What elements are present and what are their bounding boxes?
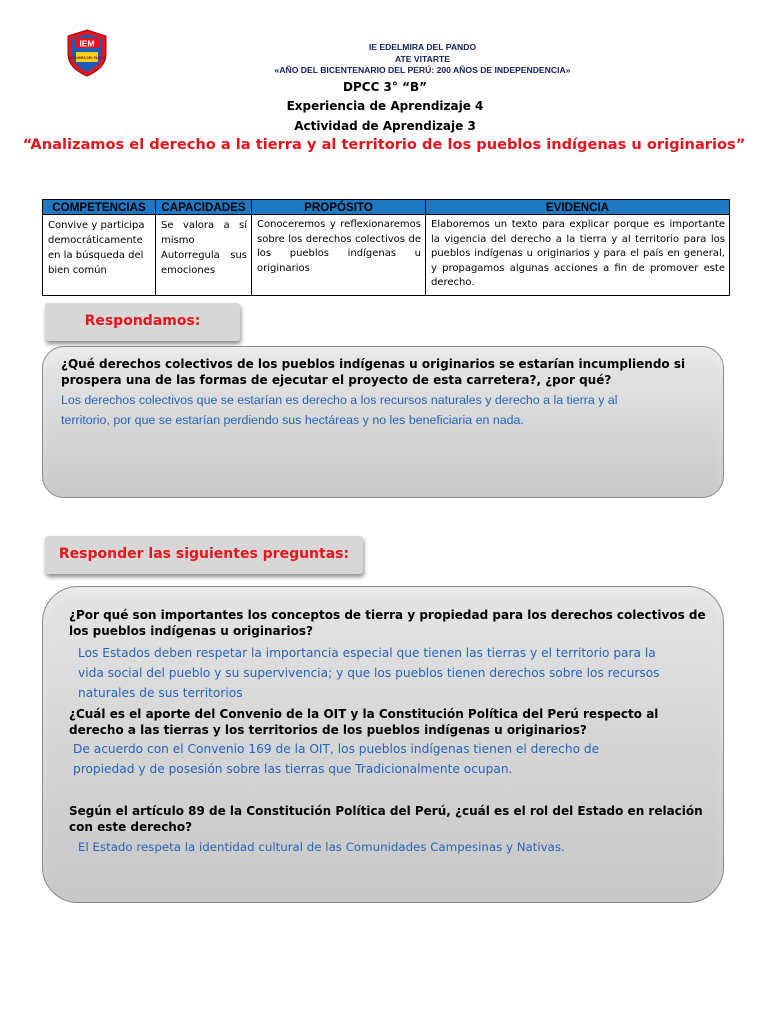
answer-3-line: De acuerdo con el Convenio 169 de la OIT, los pueblos indígenas tienen el derecho de [73,742,600,756]
activity-number-title: Actividad de Aprendizaje 3 [294,119,476,133]
capacidad-item: Se valora a sí mismo [161,220,247,246]
answer-2 [78,643,718,703]
table-header-row [43,200,730,215]
crest-letters: IEM [79,38,95,49]
respondamos-label: Respondamos: [84,313,201,329]
answer-1-line: Los derechos colectivos que se estarían es derecho a los recursos naturales y derecho a la tierra y al [61,393,618,407]
question-2: ¿Por qué son importantes los conceptos de tierra y propiedad para los derechos colectivos de los pueblos indígenas u originarios? [69,608,706,638]
questions-banner-label: Responder las siguientes preguntas: [58,546,350,562]
answer-2-line: vida social del pueblo y su supervivencia; y que los pueblos tienen derechos sobre los recursos [78,666,660,680]
question-3: ¿Cuál es el aporte del Convenio de la OIT y la Constitución Política del Perú respecto al derecho a las tierras y los territorios de los pueblos indígenas u originarios? [69,707,659,737]
answer-2-line: naturales de sus territorios [78,686,243,700]
competencies-table [42,199,730,296]
activity-main-title: “Analizamos el derecho a la tierra y al territorio de los pueblos indígenas u originarios” [22,136,746,153]
experience-title: Experiencia de Aprendizaje 4 [286,99,484,113]
cell-evidencia: Elaboremos un texto para explicar porque es importante la vigencia del derecho a la tierra y al territorio para los pueblos indígenas u originarios y para el país en general, y propagamos algunas acciones a fin de promover este derecho. [426,215,730,296]
cell-competencias: Convive y participa democráticamente en la búsqueda del bien común [43,215,156,296]
table-row [43,215,730,296]
answer-3-line: propiedad y de posesión sobre las tierras que Tradicionalmente ocupan. [73,762,513,776]
capacidad-item: Autorregula sus emociones [161,250,247,276]
course-title: DPCC 3° “B” [343,80,427,94]
header-capacidades: CAPACIDADES [156,200,252,215]
cell-proposito: Conoceremos y reflexionaremos sobre los derechos colectivos de los pueblos indígenas u originarios [252,215,426,296]
header-competencias: COMPETENCIAS [43,200,156,215]
school-crest-logo [62,28,112,78]
school-heading [255,42,590,77]
header-proposito: PROPÓSITO [252,200,426,215]
district-name: ATE VITARTE [394,53,451,64]
answer-1 [61,390,721,430]
answer-4: El Estado respeta la identidad cultural de las Comunidades Campesinas y Nativas. [78,840,565,854]
answer-3 [73,739,713,779]
header-evidencia: EVIDENCIA [426,200,730,215]
year-motto: «AÑO DEL BICENTENARIO DEL PERÚ: 200 AÑOS DE INDEPENDENCIA» [274,65,571,75]
school-name: IE EDELMIRA DEL PANDO [368,42,477,52]
cell-capacidades [156,215,252,296]
question-4: Según el artículo 89 de la Constitución Política del Perú, ¿cuál es el rol del Estado en relación con este derecho? [69,804,703,834]
respondamos-banner [45,303,240,341]
question-1: ¿Qué derechos colectivos de los pueblos indígenas u originarios se estarían incumpliendo si prospera una de las formas de ejecutar el proyecto de esta carretera?, ¿por qué? [61,357,686,387]
answer-2-line: Los Estados deben respetar la importancia especial que tienen las tierras y el territorio para la [78,646,656,660]
answer-1-line: territorio, por que se estarían perdiendo sus hectáreas y no les beneficiaria en nada. [61,413,524,427]
questions-banner [45,536,363,574]
crest-school-name: EDELMIRA DEL PANDO [69,56,105,60]
